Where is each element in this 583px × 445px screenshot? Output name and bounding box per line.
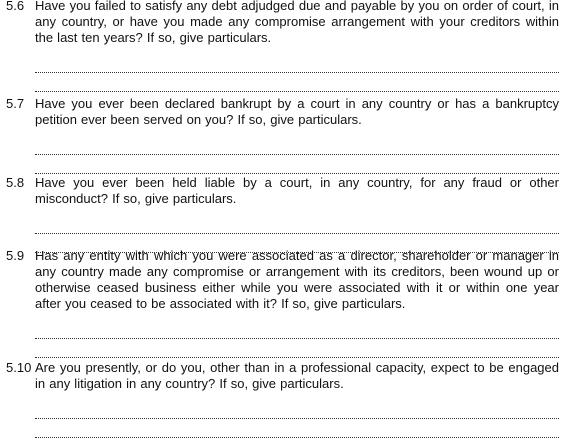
question-5-6 (6, 0, 559, 92)
answer-line-1[interactable] (35, 320, 559, 339)
question-5-8 (6, 175, 559, 253)
question-text: Have you failed to satisfy any debt adjudged due and payable by you on order of court, in any country, or have you made any compromise arrangement with your creditors within the last ten years? If so, give particulars. (35, 0, 559, 45)
question-5-10 (6, 360, 559, 438)
question-number: 5.10 (6, 360, 32, 375)
question-5-7 (6, 96, 559, 174)
answer-line-2[interactable] (35, 339, 559, 358)
question-text: Have you ever been declared bankrupt by a court in any country or has a bankruptcy petition ever been served on you? If so, give particulars. (35, 96, 559, 127)
answer-line-2[interactable] (35, 155, 559, 174)
question-text: Have you ever been held liable by a court, in any country, for any fraud or other misconduct? If so, give particulars. (35, 175, 559, 206)
answer-line-1[interactable] (35, 136, 559, 155)
question-number: 5.9 (6, 248, 25, 263)
question-number: 5.6 (6, 0, 25, 13)
answer-line-1[interactable] (35, 54, 559, 73)
answer-line-1[interactable] (35, 215, 559, 234)
question-text: Are you presently, or do you, other than in a professional capacity, expect to be engaged in any litigation in any country? If so, give particulars. (35, 360, 559, 391)
question-text: Has any entity with which you were associated as a director, shareholder or manager in any country made any compromise or arrangement with its creditors, been wound up or otherwise ceased business either while you were associated with it or within one year after you ceased to be associated with it? If so, give particulars. (35, 248, 559, 311)
answer-lines (35, 54, 559, 92)
answer-lines (35, 400, 559, 438)
answer-lines (35, 320, 559, 358)
answer-line-2[interactable] (35, 73, 559, 92)
answer-line-2[interactable] (35, 419, 559, 438)
question-number: 5.8 (6, 175, 25, 190)
question-number: 5.7 (6, 96, 25, 111)
answer-lines (35, 136, 559, 174)
question-5-9 (6, 248, 559, 358)
answer-line-1[interactable] (35, 400, 559, 419)
